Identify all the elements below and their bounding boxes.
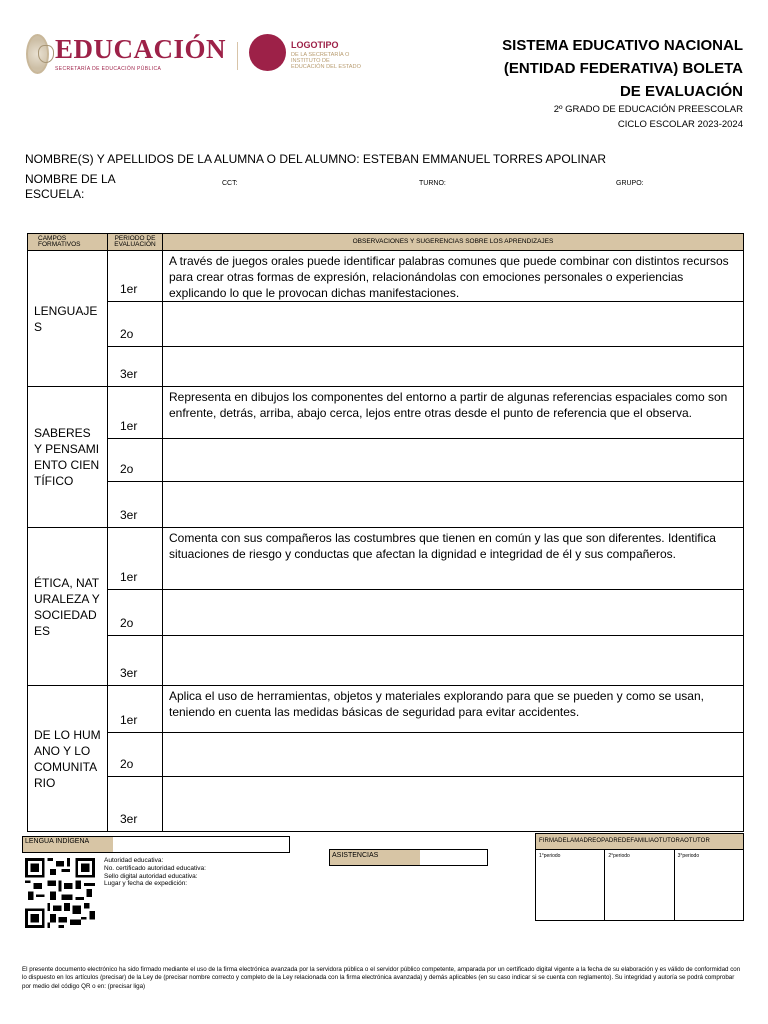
brand-subtitle: SECRETARÍA DE EDUCACIÓN PÚBLICA xyxy=(54,66,162,72)
table-row xyxy=(28,251,744,302)
lengua-indigena-label: LENGUA INDÍGENA xyxy=(23,837,113,852)
periodo-cell xyxy=(108,347,163,387)
table-row xyxy=(28,302,744,347)
observacion-cell xyxy=(163,733,744,777)
periodo-label: 1er xyxy=(120,570,138,584)
table-row xyxy=(28,439,744,482)
periodo-label: 3er xyxy=(120,508,138,522)
signature-period-3: 3°periodo xyxy=(677,853,700,859)
campo-formativo-cell: DE LO HUMANO Y LO COMUNITARIO xyxy=(28,686,108,832)
observacion-cell xyxy=(163,636,744,686)
educacion-logo xyxy=(26,32,226,76)
periodo-cell xyxy=(108,528,163,590)
observacion-cell xyxy=(163,482,744,528)
logo-divider xyxy=(237,42,238,70)
table-header-row xyxy=(28,234,744,251)
periodo-label: 2o xyxy=(120,757,134,771)
title-line-2: (ENTIDAD FEDERATIVA) BOLETA xyxy=(503,60,743,77)
periodo-cell xyxy=(108,777,163,832)
periodo-cell xyxy=(108,302,163,347)
campo-formativo-cell: SABERES Y PENSAMIENTO CIENTÍFICO xyxy=(28,387,108,528)
observacion-cell xyxy=(163,302,744,347)
logo-sublabel: DE LA SECRETARÍA O INSTITUTO DE EDUCACIÓN DEL ESTADO xyxy=(291,52,361,71)
table-row xyxy=(28,777,744,832)
signature-header: FIRMADELAMADREOPADREDEFAMILIAOTUTORAOTUTOR xyxy=(536,834,743,850)
title-line-3: DE EVALUACIÓN xyxy=(619,83,743,100)
national-emblem-icon xyxy=(26,34,49,74)
periodo-cell xyxy=(108,251,163,302)
periodo-label: 1er xyxy=(120,713,138,727)
qr-info-line: Autoridad educativa: xyxy=(104,857,164,864)
table-row xyxy=(28,347,744,387)
header-periodo: PERIODO DE EVALUACIÓN xyxy=(108,234,163,251)
periodo-label: 2o xyxy=(120,327,134,341)
observacion-cell: Representa en dibujos los componentes del entorno a partir de algunas referencias espaciales como son enfrente, detrás, arriba, abajo cerca, lejos entre otras desde el punto de referencia que el observa. xyxy=(163,387,744,439)
signature-box xyxy=(535,833,744,921)
table-row xyxy=(28,528,744,590)
observacion-cell xyxy=(163,777,744,832)
asistencias-field xyxy=(329,849,488,866)
header-observaciones: OBSERVACIONES Y SUGERENCIAS SOBRE LOS APRENDIZAJES xyxy=(163,234,744,251)
periodo-label: 3er xyxy=(120,812,138,826)
periodo-label: 2o xyxy=(120,462,134,476)
periodo-label: 1er xyxy=(120,419,138,433)
table-row xyxy=(28,590,744,636)
document-title xyxy=(463,34,743,103)
periodo-label: 3er xyxy=(120,367,138,381)
grupo-label: GRUPO: xyxy=(616,180,644,187)
campo-formativo-cell: LENGUAJES xyxy=(28,251,108,387)
student-name-line xyxy=(25,152,606,166)
lengua-indigena-field xyxy=(22,836,290,853)
school-year-label: CICLO ESCOLAR 2023-2024 xyxy=(617,119,743,130)
table-row xyxy=(28,733,744,777)
periodo-cell xyxy=(108,686,163,733)
header-campos: CAMPOS FORMATIVOS xyxy=(28,234,108,251)
student-name-label: NOMBRE(S) Y APELLIDOS DE LA ALUMNA O DEL ALUMNO: xyxy=(25,152,360,166)
table-row xyxy=(28,636,744,686)
qr-info-line: Lugar y fecha de expedición: xyxy=(104,880,188,888)
qr-info-line: No. certificado autoridad educativa: xyxy=(104,864,206,872)
periodo-cell xyxy=(108,482,163,528)
periodo-label: 2o xyxy=(120,616,134,630)
turno-label: TURNO: xyxy=(419,180,446,187)
table-row xyxy=(28,686,744,733)
observacion-cell: A través de juegos orales puede identificar palabras comunes que puede combinar con distintos recursos para crear otras formas de expresión, relacionándolas con emociones personales o experiencias explicando lo que le provocan dichas manifestaciones. xyxy=(163,251,744,302)
periodo-cell xyxy=(108,636,163,686)
student-name-value: ESTEBAN EMMANUEL TORRES APOLINAR xyxy=(362,152,607,166)
campo-formativo-cell: ÉTICA, NATURALEZA Y SOCIEDADES xyxy=(28,528,108,686)
qr-code-icon xyxy=(25,858,95,928)
state-logo-icon xyxy=(249,34,286,71)
brand-name: EDUCACIÓN xyxy=(54,34,226,64)
table-row xyxy=(28,387,744,439)
qr-info-line: Sello digital autoridad educativa: xyxy=(104,872,198,880)
periodo-label: 1er xyxy=(120,282,138,296)
grade-label: 2º GRADO DE EDUCACIÓN PREESCOLAR xyxy=(553,104,743,115)
legal-notice: El presente documento electrónico ha sido firmado mediante el uso de la firma electrónica avanzada por la servidora pública o el servidor público competente, amparada por un certificado digital vigente a la fecha de su elaboración y es válido de conformidad con lo dispuesto en los artículos (precisar) de la Ley de (precisar nombre correcto y completo de la Ley relacionada con la firma electrónica avanzada) y demás aplicables (en su caso indicar si se cuenta con reglamento). Su integridad y autoría se podrá comprobar por medio del código QR o en: (precisar liga) xyxy=(22,966,741,990)
observacion-cell xyxy=(163,590,744,636)
signature-period-1: 1°periodo xyxy=(536,850,605,920)
periodo-cell xyxy=(108,387,163,439)
table-row xyxy=(28,482,744,528)
school-name-label: NOMBRE DE LA ESCUELA: xyxy=(25,172,116,201)
asistencias-label: ASISTENCIAS xyxy=(330,850,420,865)
periodo-label: 3er xyxy=(120,666,138,680)
observacion-cell: Comenta con sus compañeros las costumbres que tienen en común y las que son diferentes. Identifica situaciones de riesgo y conductas que afectan la dignidad e integridad de él y sus compañeros. xyxy=(163,528,744,590)
periodo-cell xyxy=(108,439,163,482)
observacion-cell xyxy=(163,439,744,482)
periodo-cell xyxy=(108,590,163,636)
signature-period-2: 2°periodo xyxy=(605,850,674,920)
logo-label: LOGOTIPO xyxy=(291,40,339,50)
evaluation-table xyxy=(27,233,744,832)
qr-info xyxy=(104,857,206,888)
cct-label: CCT: xyxy=(222,180,238,187)
title-line-1: SISTEMA EDUCATIVO NACIONAL xyxy=(502,37,743,54)
observacion-cell xyxy=(163,347,744,387)
periodo-cell xyxy=(108,733,163,777)
observacion-cell: Aplica el uso de herramientas, objetos y materiales explorando para que se pueden y como se usan, teniendo en cuenta las medidas básicas de seguridad para evitar accidentes. xyxy=(163,686,744,733)
